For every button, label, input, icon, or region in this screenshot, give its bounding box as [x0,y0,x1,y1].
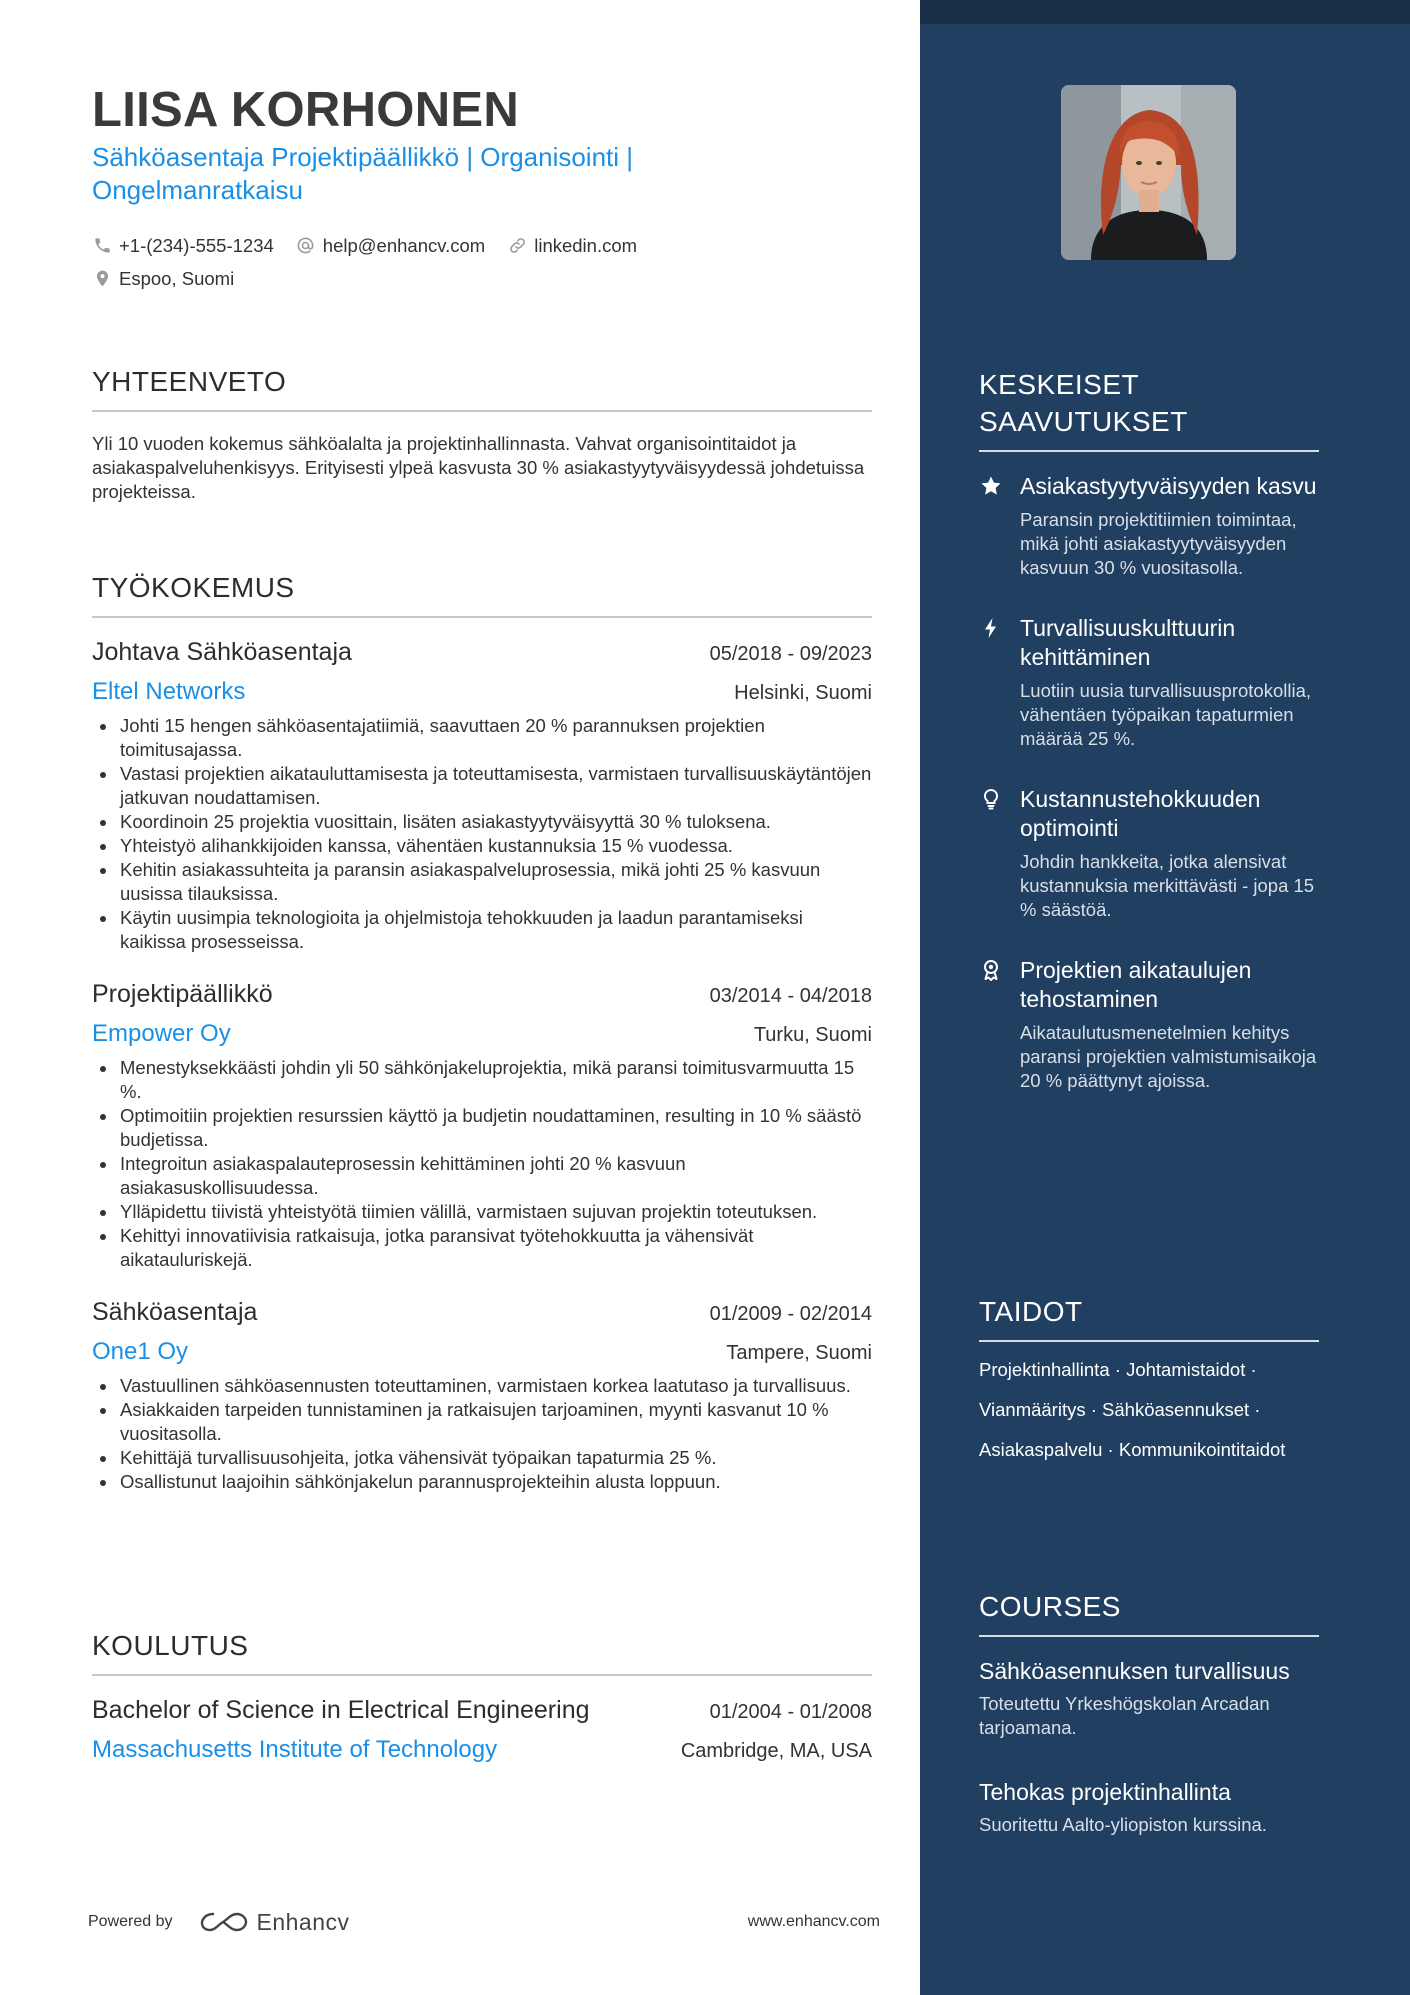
enhancv-logo-icon [199,1908,249,1936]
enhancv-brand: Enhancv [256,1908,350,1935]
education-section [92,1630,872,1764]
email-text: help@enhancv.com [322,234,486,256]
candidate-name: LIISA KORHONEN [92,83,520,137]
education-title: KOULUTUS [92,1630,249,1661]
course-title: Sähköasennuksen turvallisuus [979,1658,1290,1684]
skill-item: Sähköasennukset [1102,1399,1250,1420]
bullet-item: Kehitin asiakassuhteita ja paransin asiakaspalveluprosessia, mikä johti 25 % kasvuun uusissa tilauksissa. [92,858,872,906]
achievement-desc: Paransin projektitiimien toimintaa, mikä johti asiakastyytyväisyyden kasvuun 30 % vuositasolla. [1020,509,1297,578]
bullet-item: Osallistunut laajoihin sähkönjakelun parannusprojekteihin alusta loppuun. [92,1470,872,1494]
achievement-desc: Aikataulutusmenetelmien kehitys paransi projektien valmistumisaikoja 20 % päättynyt ajoissa. [1020,1022,1317,1091]
job-title: Sähköasentaja [92,1298,258,1326]
skill-item: Johtamistaidot [1126,1359,1246,1380]
phone-text: +1-(234)-555-1234 [119,234,274,256]
achievement-item [979,614,1319,751]
bullet-item: Kehittäjä turvallisuusohjeita, jotka vähensivät työpaikan tapaturmia 25 %. [92,1446,872,1470]
sidebar [920,0,1410,1995]
website-link[interactable]: www.enhancv.com [747,1913,880,1930]
job-title: Johtava Sähköasentaja [92,638,352,666]
courses-divider [979,1635,1319,1637]
bullet-item: Käytin uusimpia teknologioita ja ohjelmistoja tehokkuuden ja laadun parantamiseksi kaikissa prosesseissa. [92,906,872,954]
summary-divider [92,410,872,412]
headline-line-1: Sähköasentaja Projektipäällikkö | Organisointi | [92,142,634,172]
powered-by-text: Powered by [88,1913,173,1930]
award-icon [979,958,1003,982]
location-text: Espoo, Suomi [119,267,235,289]
achievement-title: Projektien aikataulujen tehostaminen [1020,957,1252,1012]
courses-title: COURSES [979,1591,1121,1622]
link-icon [507,236,527,256]
achievements-title [979,366,1319,440]
experience-divider [92,616,872,618]
bullet-item: Menestyksekkäästi johdin yli 50 sähkönjakeluprojektia, mikä paransi toimitusvarmuutta 15 %. [92,1056,872,1104]
achievement-desc: Luotiin uusia turvallisuusprotokollia, vähentäen työpaikan tapaturmien määrää 25 %. [1020,680,1312,749]
phone-icon [92,236,112,256]
job-dates: 01/2009 - 02/2014 [709,1303,872,1325]
job-location: Tampere, Suomi [726,1342,872,1364]
achievement-title: Turvallisuuskulttuurin kehittäminen [1020,615,1236,670]
contact-row-2 [92,262,872,295]
job-entry [92,980,872,1272]
profile-photo [1061,85,1236,260]
degree-title: Bachelor of Science in Electrical Engineering [92,1696,590,1724]
summary-section [92,366,872,504]
company-name: One1 Oy [92,1338,189,1365]
job-entry [92,638,872,954]
company-name: Eltel Networks [92,678,246,705]
education-dates: 01/2004 - 01/2008 [709,1701,872,1723]
achievement-item [979,956,1319,1093]
job-bullets [92,1374,872,1494]
bullet-item: Vastuullinen sähköasennusten toteuttaminen, varmistaen korkea laatutaso ja turvallisuus. [92,1374,872,1398]
achievements-section [979,366,1319,1093]
school-location: Cambridge, MA, USA [680,1740,872,1762]
lightning-icon [979,616,1003,640]
achievement-item [979,472,1319,580]
phone-contact[interactable] [92,235,274,257]
skill-item: Asiakaspalvelu [979,1439,1103,1460]
location-contact [92,268,234,290]
summary-text: Yli 10 vuoden kokemus sähköalalta ja projektinhallinnasta. Vahvat organisointitaidot ja asiakaspalveluhenkisyys. Erityisesti ylpeä kasvusta 30 % asiakastyytyväisyydessä johdetuissa projekteissa. [92,433,865,502]
job-bullets [92,1056,872,1272]
skill-item: Vianmääritys [979,1399,1086,1420]
skill-item: Kommunikointitaidot [1118,1439,1286,1460]
bullet-item: Kehittyi innovatiivisia ratkaisuja, jotka paransivat työtehokkuutta ja vähensivät aikatauluriskejä. [92,1224,872,1272]
education-entry [92,1696,872,1764]
bullet-item: Koordinoin 25 projektia vuosittain, lisäten asiakastyytyväisyyttä 30 % tuloksena. [92,810,872,834]
contact-info [92,229,872,295]
course-item [979,1657,1319,1740]
course-desc: Toteutettu Yrkeshögskolan Arcadan tarjoamana. [979,1693,1270,1738]
achievements-title-line-1: KESKEISET [979,369,1140,400]
lightbulb-icon [979,787,1003,811]
skill-item: Projektinhallinta [979,1359,1110,1380]
achievement-desc: Johdin hankkeita, jotka alensivat kustannuksia merkittävästi - jopa 15 % säästöä. [1020,851,1315,920]
sidebar-top-band [920,0,1410,24]
job-dates: 03/2014 - 04/2018 [709,985,872,1007]
achievement-item [979,785,1319,922]
bullet-item: Optimoitiin projektien resurssien käyttö ja budjetin noudattaminen, resulting in 10 % säästö budjetissa. [92,1104,872,1152]
achievements-title-line-2: SAAVUTUKSET [979,406,1188,437]
at-icon [296,236,316,256]
experience-section [92,572,872,1494]
summary-title: YHTEENVETO [92,366,287,397]
skills-section [979,1293,1319,1470]
job-location: Helsinki, Suomi [734,682,872,704]
bullet-item: Integroitun asiakaspalauteprosessin kehittäminen johti 20 % kasvuun asiakasuskollisuudessa. [92,1152,872,1200]
headline-line-2: Ongelmanratkaisu [92,175,303,205]
achievement-title: Kustannustehokkuuden optimointi [1020,786,1261,841]
job-dates: 05/2018 - 09/2023 [709,643,872,665]
bullet-item: Asiakkaiden tarpeiden tunnistaminen ja ratkaisujen tarjoaminen, myynti kasvanut 10 % vuositasolla. [92,1398,872,1446]
star-icon [979,474,1003,498]
job-entry [92,1298,872,1494]
contact-row-1 [92,229,872,262]
enhancv-logo[interactable] [199,1908,350,1936]
bullet-item: Vastasi projektien aikatauluttamisesta ja toteuttamisesta, varmistaen turvallisuuskäytäntöjen jatkuvan noudattamisen. [92,762,872,810]
location-pin-icon [92,269,112,289]
job-bullets [92,714,872,954]
achievements-divider [979,450,1319,452]
job-location: Turku, Suomi [753,1024,872,1046]
job-title: Projektipäällikkö [92,980,273,1008]
education-divider [92,1674,872,1676]
email-contact[interactable] [296,235,485,257]
skills-list: Projektinhallinta · Johtamistaidot · Vianmääritys · Sähköasennukset · Asiakaspalvelu · Kommunikointitaidot [979,1359,1286,1460]
linkedin-text: linkedin.com [534,234,638,256]
courses-section [979,1588,1319,1837]
linkedin-contact[interactable] [507,235,637,257]
course-title: Tehokas projektinhallinta [979,1779,1231,1805]
skills-title: TAIDOT [979,1296,1083,1327]
achievement-title: Asiakastyytyväisyyden kasvu [1020,473,1317,499]
company-name: Empower Oy [92,1020,231,1047]
footer [88,1902,880,1942]
headline [92,141,792,207]
bullet-item: Ylläpidettu tiivistä yhteistyötä tiimien välillä, varmistaen sujuvan projektin toteutuksen. [92,1200,872,1224]
bullet-item: Johti 15 hengen sähköasentajatiimiä, saavuttaen 20 % parannuksen projektien toimitusajassa. [92,714,872,762]
school-name: Massachusetts Institute of Technology [92,1736,498,1763]
course-item [979,1778,1319,1837]
bullet-item: Yhteistyö alihankkijoiden kanssa, vähentäen kustannuksia 15 % vuodessa. [92,834,872,858]
experience-title: TYÖKOKEMUS [92,572,295,603]
course-desc: Suoritettu Aalto-yliopiston kurssina. [979,1814,1267,1835]
skills-divider [979,1340,1319,1342]
